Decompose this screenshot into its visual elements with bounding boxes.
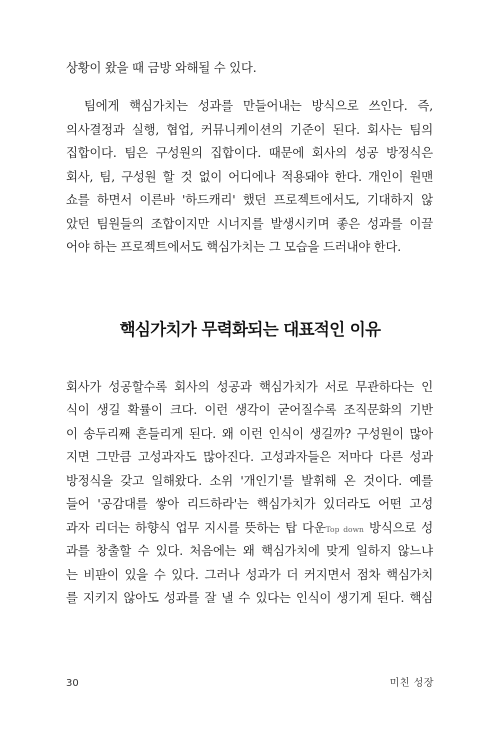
line-text: 과자 리더는 하향식 업무 지시를 뜻하는 탑 다운 <box>66 521 326 535</box>
page-number: 30 <box>66 678 79 689</box>
gloss-annotation: Top down <box>325 525 364 534</box>
paragraph-line: 집합이다. 팀은 구성원의 집합이다. 때문에 회사의 성공 방정식은 <box>66 146 433 160</box>
paragraph-line: 어야 하는 프로젝트에서도 핵심가치는 그 모습을 드러내야 한다. <box>66 240 402 254</box>
paragraph-line: 는 비판이 있을 수 있다. 그러나 성과가 더 커지면서 점차 핵심가치 <box>66 568 433 582</box>
paragraph-line: 쇼를 하면서 이른바 '하드캐리' 했던 프로젝트에서도, 기대하지 않 <box>66 193 433 207</box>
paragraph-line: 지면 그만큼 고성과자도 많아진다. 고성과자들은 저마다 다른 성과 <box>66 450 433 464</box>
section-heading: 핵심가치가 무력화되는 대표적인 이유 <box>119 320 381 339</box>
paragraph-line: 들어 '공감대를 쌓아 리드하라'는 핵심가치가 있더라도 어떤 고성 <box>66 497 433 511</box>
paragraph-line: 회사가 성공할수록 회사의 성공과 핵심가치가 서로 무관하다는 인 <box>66 380 433 394</box>
paragraph-line: 방정식을 갖고 일해왔다. 소위 '개인기'를 발휘해 온 것이다. 예를 <box>66 474 433 488</box>
paragraph-continuation: 상황이 왔을 때 금방 와해될 수 있다. <box>66 61 257 75</box>
paragraph-line: 았던 팀원들의 조합이지만 시너지를 발생시키며 좋은 성과를 이끌 <box>66 217 433 231</box>
paragraph-line: 식이 생길 확률이 크다. 이런 생각이 굳어질수록 조직문화의 기반 <box>66 403 433 417</box>
paragraph-line: 를 지키지 않아도 성과를 잘 낼 수 있다는 인식이 생기게 된다. 핵심 <box>66 591 433 605</box>
line-text: 방식으로 성 <box>363 521 433 535</box>
paragraph-line: 의사결정과 실행, 협업, 커뮤니케이션의 기준이 된다. 회사는 팀의 <box>66 123 433 137</box>
book-title: 미친 성장 <box>389 678 434 689</box>
paragraph-line: 팀에게 핵심가치는 성과를 만들어내는 방식으로 쓰인다. 즉, <box>84 99 433 113</box>
paragraph-line: 회사, 팀, 구성원 할 것 없이 어디에나 적용돼야 한다. 개인이 원맨 <box>66 170 433 184</box>
paragraph-line <box>66 520 433 538</box>
paragraph-line: 이 송두리째 흔들리게 된다. 왜 이런 인식이 생길까? 구성원이 많아 <box>66 427 433 441</box>
paragraph-line: 과를 창출할 수 있다. 처음에는 왜 핵심가치에 맞게 일하지 않느냐 <box>66 544 433 558</box>
